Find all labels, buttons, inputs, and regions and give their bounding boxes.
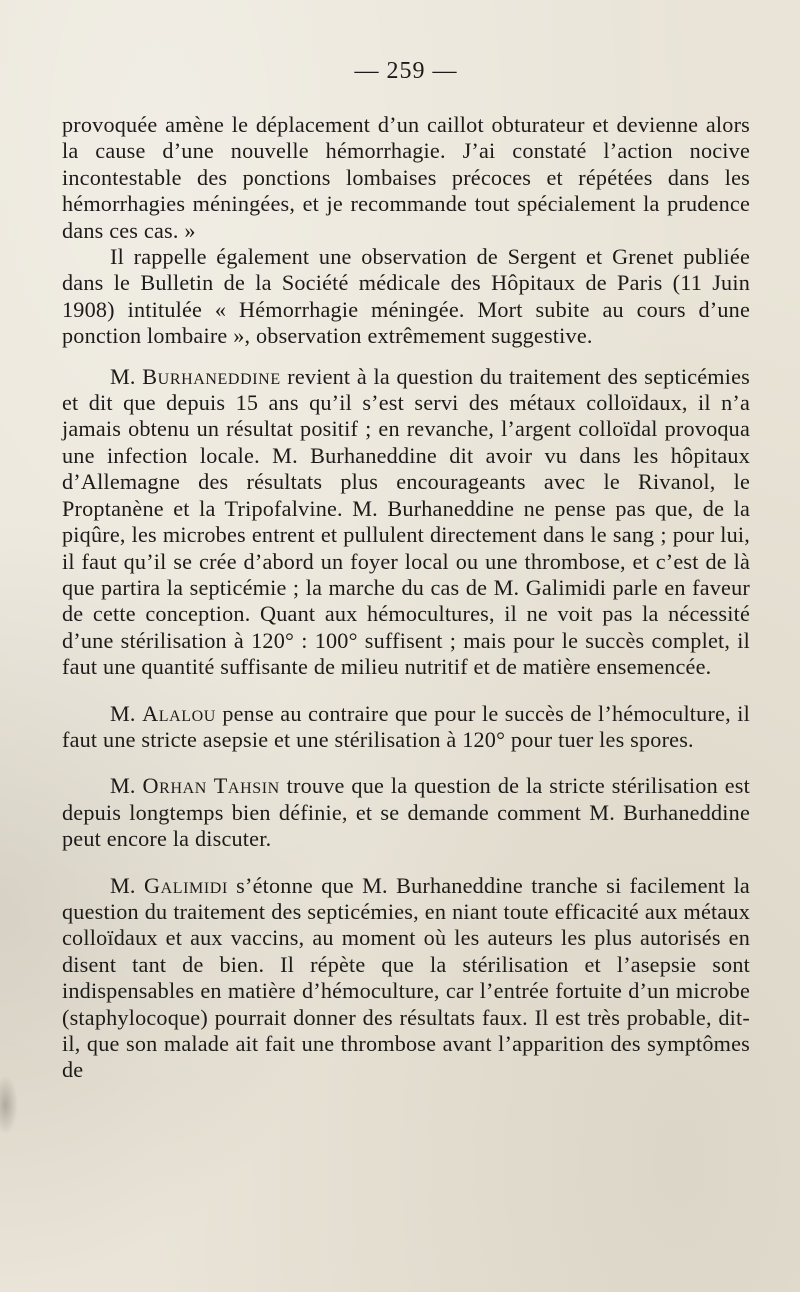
speaker-name: Orhan Tahsin: [142, 773, 280, 799]
document-page: [62, 52, 750, 1084]
paragraph-burhaneddine: [62, 364, 750, 681]
speaker-name: Burhaneddine: [142, 363, 281, 389]
page-number: — 259 —: [354, 58, 458, 84]
speaker-prefix: M.: [110, 773, 143, 799]
paragraph-text: s’étonne que M. Burhaneddine tranche si facilement la question du traitement des septicémies, en niant toute efficacité aux métaux colloïdaux et aux vaccins, au moment où les auteurs les plus autorisés en disent tant de bien. Il répète que la stérilisation et l’asepsie sont indispensables en matière d’hémoculture, car l’entrée fortuite d’un microbe (staphylocoque) pourrait donner des résultats faux. Il est très probable, dit-il, que son malade ait fait une thrombose avant l’apparition des symptômes de: [62, 872, 750, 1083]
page-stain: [0, 1075, 18, 1135]
speaker-name: Alalou: [142, 700, 216, 726]
paragraph-text: pense au contraire que pour le succès de l’hémoculture, il faut une stricte asepsie et une stérilisation à 120° pour tuer les spores.: [62, 700, 750, 752]
paragraph-galimidi: [62, 873, 750, 1084]
paragraph-orhan-tahsin: [62, 773, 750, 852]
paragraph-text: Il rappelle également une observation de Sergent et Grenet publiée dans le Bulletin de la Société médicale des Hôpitaux de Paris (11 Juin 1908) intitulée « Hémorrhagie méningée. Mort subite au cours d’une ponction lombaire », observation extrêmement suggestive.: [62, 244, 750, 349]
paragraph-text: trouve que la question de la stricte stérilisation est depuis longtemps bien définie, et se demande comment M. Burhaneddine peut encore la discuter.: [62, 773, 750, 852]
speaker-prefix: M.: [110, 872, 144, 898]
speaker-prefix: M.: [110, 363, 143, 389]
paragraph-continuation: [62, 112, 750, 244]
paragraph-alalou: [62, 701, 750, 754]
paragraph-text: provoquée amène le déplacement d’un caillot obturateur et devienne alors la cause d’une nouvelle hémorrhagie. J’ai constaté l’action nocive incontestable des ponctions lombaises précoces et répétées dans les hémorrhagies méningées, et je recommande tout spécialement la prudence dans ces cas. »: [62, 112, 750, 243]
speaker-prefix: M.: [110, 700, 143, 726]
paragraph-sergent-grenet: [62, 244, 750, 350]
paragraph-text: revient à la question du traitement des septicémies et dit que depuis 15 ans qu’il s’est servi des métaux colloïdaux, il n’a jamais obtenu un résultat positif ; en revanche, l’argent colloïdal provoqua une infection locale. M. Burhaneddine dit avoir vu dans les hôpitaux d’Allemagne des résultats plus encourageants avec le Rivanol, le Proptanène et la Tripofalvine. M. Burhaneddine ne pense pas que, de la piqûre, les microbes entrent et pullulent directement dans le sang ; pour lui, il faut qu’il se crée d’abord un foyer local ou une thrombose, et c’est de là que partira la septicémie ; la marche du cas de M. Galimidi parle en faveur de cette conception. Quant aux hémocultures, il ne voit pas la nécessité d’une stérilisation à 120° : 100° suffisent ; mais pour le succès complet, il faut une quantité suffisante de milieu nutritif et de matière ensemencée.: [62, 363, 750, 680]
speaker-name: Galimidi: [143, 872, 228, 898]
